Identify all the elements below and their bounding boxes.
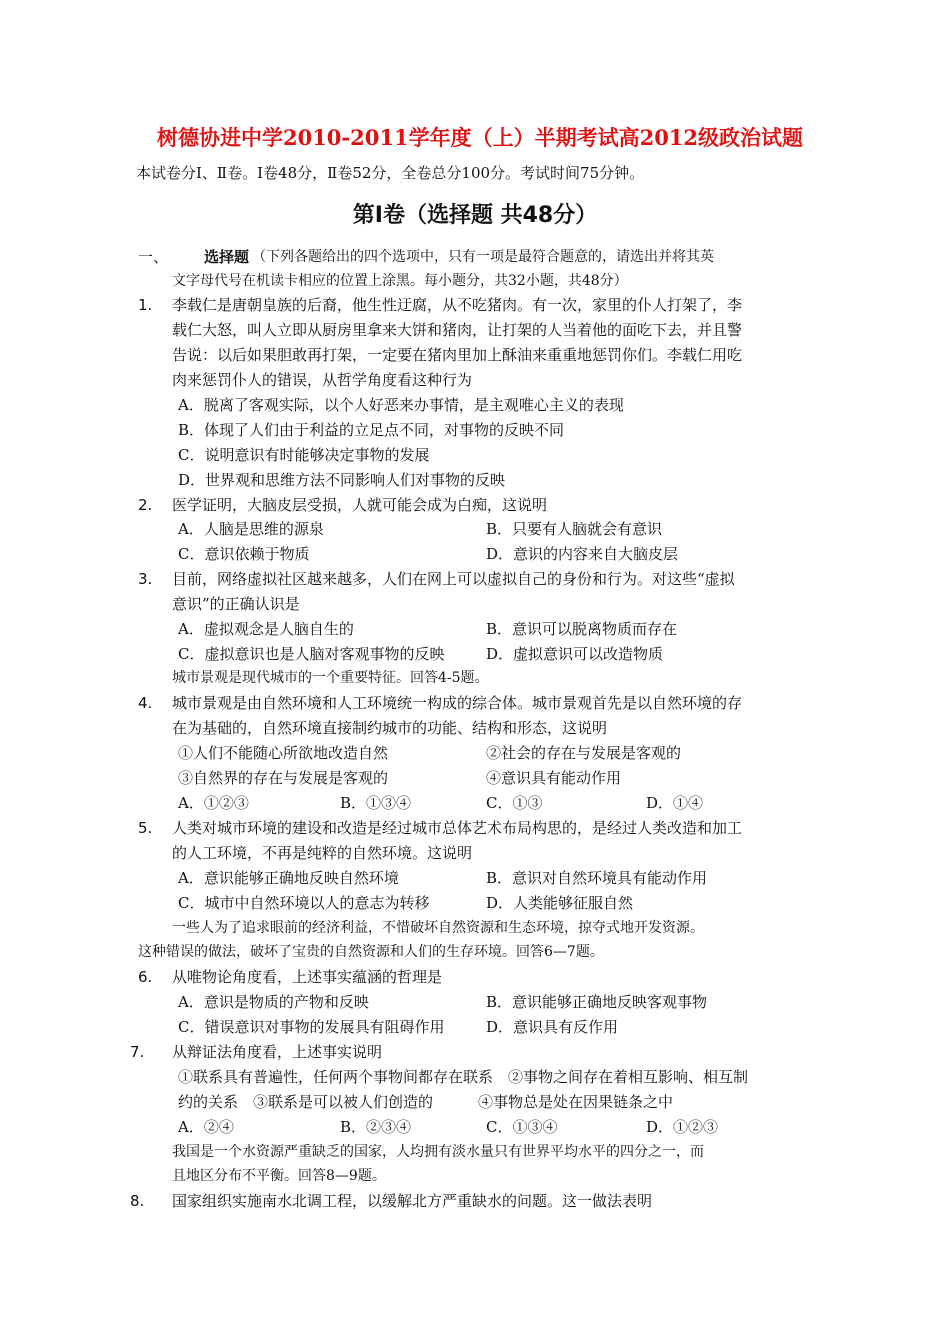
option-c: C．虚拟意识也是人脑对客观事物的反映 [178,645,445,663]
question-stem: 医学证明，大脑皮层受损，人就可能会成为白痴，这说明 [172,496,548,514]
question-number: 5. [138,819,153,837]
question-number: 2. [138,496,153,514]
question-stem: 在为基础的，自然环境直接制约城市的功能、结构和形态，这说明 [172,719,608,737]
option-a: A．意识是物质的产物和反映 [178,993,369,1011]
option-c: C．城市中自然环境以人的意志为转移 [178,894,430,912]
option-b: B．意识对自然环境具有能动作用 [486,869,708,887]
material-intro: 城市景观是现代城市的一个重要特征。回答4-5题。 [172,670,489,686]
option-d: D．①②③ [646,1118,719,1136]
option-b: B．意识能够正确地反映客观事物 [486,993,708,1011]
statement-2: ②社会的存在与发展是客观的 [486,744,682,762]
option-d: D．人类能够征服自然 [486,894,634,912]
exam-intro: 本试卷分Ⅰ、Ⅱ卷。Ⅰ卷48分，Ⅱ卷52分，全卷总分100分。考试时间75分钟。 [136,164,645,182]
question-stem: 肉来惩罚仆人的错误，从哲学角度看这种行为 [172,371,473,389]
question-number: 8. [130,1192,145,1210]
option-d: D．虚拟意识可以改造物质 [486,645,664,663]
statements-line: ①联系具有普遍性，任何两个事物间都存在联系 ②事物之间存在着相互影响、相互制 [178,1068,749,1086]
option-a: A．虚拟观念是人脑自生的 [178,620,354,638]
option-a: A．脱离了客观实际，以个人好恶来办事情，是主观唯心主义的表现 [178,396,624,414]
question-stem: 载仁大怒，叫人立即从厨房里拿来大饼和猪肉，让打架的人当着他的面吃下去，并且警 [172,321,743,339]
option-b: B．意识可以脱离物质而存在 [486,620,678,638]
question-number: 7. [130,1043,145,1061]
volume-heading: 第Ⅰ卷（选择题 共48分） [352,203,598,228]
statement-1: ①人们不能随心所欲地改造自然 [178,744,389,762]
section-instruction-2: 文字母代号在机读卡相应的位置上涂黑。每小题分，共32小题，共48分） [172,273,628,289]
question-number: 3. [138,570,153,588]
statement-3: ③自然界的存在与发展是客观的 [178,769,389,787]
material-intro: 且地区分布不平衡。回答8—9题。 [172,1168,386,1184]
statements-line: 约的关系 ③联系是可以被人们创造的 ④事物总是处在因果链条之中 [178,1093,674,1111]
option-d: D．①④ [646,794,704,812]
question-stem: 从辩证法角度看，上述事实说明 [172,1043,383,1061]
statement-4: ④意识具有能动作用 [486,769,622,787]
exam-title: 树德协进中学2010-2011学年度（上）半期考试高2012级政治试题 [156,125,804,150]
option-d: D．意识具有反作用 [486,1018,619,1036]
option-d: D．世界观和思维方法不同影响人们对事物的反映 [178,471,506,489]
option-b: B．只要有人脑就会有意识 [486,520,663,538]
question-number: 4. [138,694,153,712]
question-stem: 从唯物论角度看，上述事实蕴涵的哲理是 [172,968,443,986]
question-stem: 意识”的正确认识是 [172,595,300,613]
question-number: 1. [138,296,153,314]
material-intro: 一些人为了追求眼前的经济利益，不惜破坏自然资源和生态环境，掠夺式地开发资源。 [172,920,704,936]
question-stem: 告说：以后如果胆敢再打架，一定要在猪肉里加上酥油来重重地惩罚你们。李载仁用吃 [172,346,743,364]
question-stem: 的人工环境，不再是纯粹的自然环境。这说明 [172,844,473,862]
material-intro: 我国是一个水资源严重缺乏的国家，人均拥有淡水量只有世界平均水平的四分之一，而 [172,1144,704,1160]
section-instruction-1: （下列各题给出的四个选项中，只有一项是最符合题意的，请选出并将其英 [252,249,714,265]
option-c: C．意识依赖于物质 [178,545,310,563]
section-label: 选择题 [204,248,250,266]
option-b: B．②③④ [340,1118,412,1136]
material-intro: 这种错误的做法，破坏了宝贵的自然资源和人们的生存环境。回答6—7题。 [138,944,604,960]
option-c: C．错误意识对事物的发展具有阻碍作用 [178,1018,445,1036]
option-c: C．①③④ [486,1118,558,1136]
option-b: B．①③④ [340,794,412,812]
option-a: A．①②③ [178,794,249,812]
option-d: D．意识的内容来自大脑皮层 [486,545,679,563]
option-a: A．人脑是思维的源泉 [178,520,324,538]
question-stem: 李载仁是唐朝皇族的后裔，他生性迂腐，从不吃猪肉。有一次，家里的仆人打架了，李 [172,296,743,314]
section-number: 一、 [138,248,169,266]
question-stem: 城市景观是由自然环境和人工环境统一构成的综合体。城市景观首先是以自然环境的存 [172,694,743,712]
question-number: 6. [138,968,153,986]
option-b: B．体现了人们由于利益的立足点不同，对事物的反映不同 [178,421,565,439]
question-stem: 国家组织实施南水北调工程，以缓解北方严重缺水的问题。这一做法表明 [172,1192,653,1210]
question-stem: 人类对城市环境的建设和改造是经过城市总体艺术布局构思的，是经过人类改造和加工 [172,819,743,837]
option-a: A．②④ [178,1118,234,1136]
option-c: C．说明意识有时能够决定事物的发展 [178,446,430,464]
option-a: A．意识能够正确地反映自然环境 [178,869,399,887]
question-stem: 目前，网络虚拟社区越来越多，人们在网上可以虚拟自己的身份和行为。对这些“虚拟 [172,570,735,588]
option-c: C．①③ [486,794,543,812]
